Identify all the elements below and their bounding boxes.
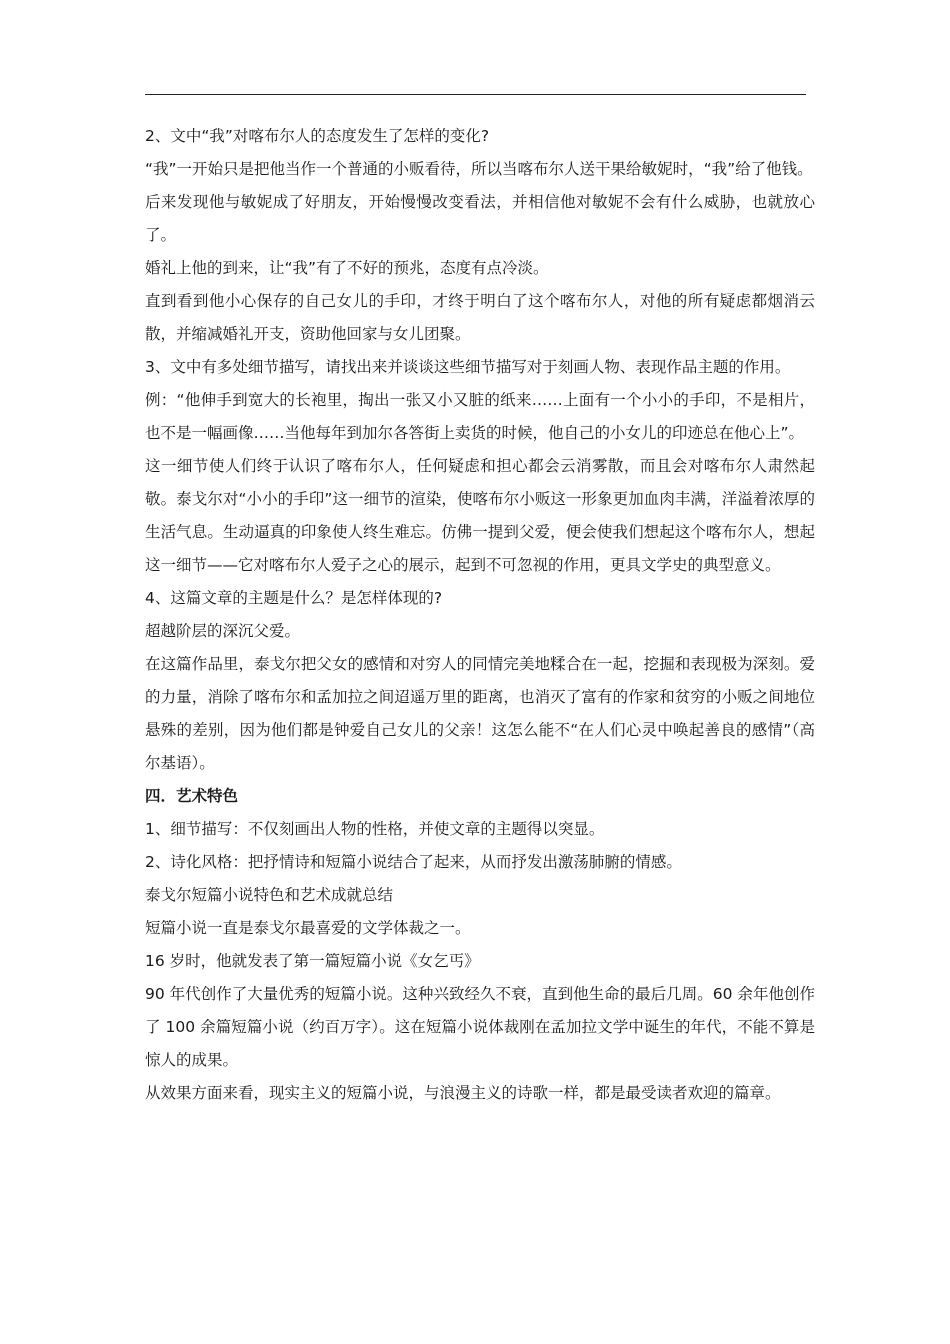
- summary-paragraph-3: 90 年代创作了大量优秀的短篇小说。这种兴致经久不衰，直到他生命的最后几周。60 余年他创作了 100 余篇短篇小说（约百万字）。这在短篇小说体裁刚在孟加拉文学中诞生的年代，不能不算是惊人的成果。: [145, 985, 815, 1069]
- summary-paragraph-2: 16 岁时，他就发表了第一篇短篇小说《女乞丐》: [145, 952, 480, 970]
- document-body: [145, 120, 815, 1110]
- question-3: 3、文中有多处细节描写，请找出来并谈谈这些细节描写对于刻画人物、表现作品主题的作用。: [145, 358, 791, 376]
- answer-2-paragraph-1: “我”一开始只是把他当作一个普通的小贩看待，所以当喀布尔人送干果给敏妮时，“我”给了他钱。: [145, 160, 813, 178]
- section-heading-art-features: 四．艺术特色: [145, 787, 239, 805]
- answer-3-analysis: 这一细节使人们终于认识了喀布尔人，任何疑虑和担心都会云消雾散，而且会对喀布尔人肃然起敬。泰戈尔对“小小的手印”这一细节的渲染，使喀布尔小贩这一形象更加血肉丰满，洋溢着浓厚的生活气息。生动逼真的印象使人终生难忘。仿佛一提到父爱，便会使我们想起这个喀布尔人，想起这一细节——它对喀布尔人爱子之心的展示，起到不可忽视的作用，更具文学史的典型意义。: [145, 457, 815, 574]
- summary-title: 泰戈尔短篇小说特色和艺术成就总结: [145, 886, 394, 904]
- header-rule: [145, 94, 806, 95]
- art-feature-2: 2、诗化风格：把抒情诗和短篇小说结合了起来，从而抒发出激荡肺腑的情感。: [145, 853, 682, 871]
- question-4: 4、这篇文章的主题是什么？是怎样体现的?: [145, 589, 443, 607]
- answer-3-example: 例：“他伸手到宽大的长袍里，掏出一张又小又脏的纸来……上面有一个小小的手印，不是相片，也不是一幅画像……当他每年到加尔各答街上卖货的时候，他自己的小女儿的印迹总在他心上”。: [145, 391, 815, 442]
- answer-4-analysis: 在这篇作品里，泰戈尔把父女的感情和对穷人的同情完美地糅合在一起，挖掘和表现极为深刻。爱的力量，消除了喀布尔和孟加拉之间迢遥万里的距离，也消灭了富有的作家和贫穷的小贩之间地位悬殊的差别，因为他们都是钟爱自己女儿的父亲！这怎么能不“在人们心灵中唤起善良的感情”（高尔基语）。: [145, 655, 815, 772]
- summary-paragraph-1: 短篇小说一直是泰戈尔最喜爱的文学体裁之一。: [145, 919, 471, 937]
- answer-2-paragraph-3: 婚礼上他的到来，让“我”有了不好的预兆，态度有点冷淡。: [145, 259, 549, 277]
- answer-4-theme: 超越阶层的深沉父爱。: [145, 622, 301, 640]
- summary-paragraph-4: 从效果方面来看，现实主义的短篇小说，与浪漫主义的诗歌一样，都是最受读者欢迎的篇章。: [145, 1084, 781, 1102]
- art-feature-1: 1、细节描写：不仅刻画出人物的性格，并使文章的主题得以突显。: [145, 820, 605, 838]
- answer-2-paragraph-2: 后来发现他与敏妮成了好朋友，开始慢慢改变看法，并相信他对敏妮不会有什么威胁，也就放心了。: [145, 193, 815, 244]
- answer-2-paragraph-4: 直到看到他小心保存的自己女儿的手印，才终于明白了这个喀布尔人，对他的所有疑虑都烟消云散，并缩减婚礼开支，资助他回家与女儿团聚。: [145, 292, 815, 343]
- question-2: 2、文中“我”对喀布尔人的态度发生了怎样的变化?: [145, 127, 490, 145]
